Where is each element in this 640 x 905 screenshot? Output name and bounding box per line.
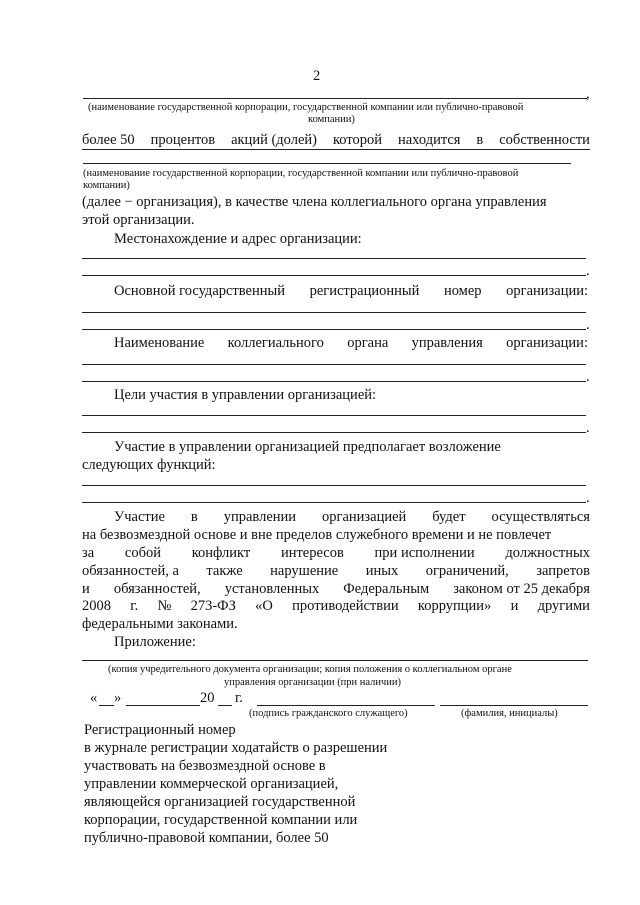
reg-line-3: участвовать на безвозмездной основе в [84, 758, 326, 774]
date-month-field[interactable] [126, 705, 200, 706]
word: интересов [280, 545, 344, 561]
reg-line-4: управлении коммерческой организацией, [84, 776, 339, 792]
word: осуществляться [491, 509, 590, 525]
reg-line-5: являющейся организацией государственной [84, 794, 356, 810]
word: коллегиального [227, 335, 324, 351]
blank-line-functions-2[interactable] [82, 502, 586, 503]
top-note-line-1: (наименование государственной корпорации, государственной компании или публично-правовой [88, 102, 524, 113]
note2-line-1: (наименование государственной корпорации, государственной компании или публично-правовой [83, 168, 519, 179]
signature-field[interactable] [257, 705, 435, 706]
period: . [586, 317, 590, 333]
period: . [586, 490, 590, 506]
period: . [586, 369, 590, 385]
word: акций (долей) [231, 132, 317, 148]
period: . [586, 420, 590, 436]
functions-line-2: следующих функций: [82, 457, 216, 473]
word: организацией [322, 509, 407, 525]
participation-line-1 [114, 509, 590, 526]
note2-line-2: компании) [83, 180, 130, 191]
blank-line-location-2[interactable] [82, 275, 586, 276]
word: и [510, 598, 519, 614]
blank-line-goals-1[interactable] [82, 415, 586, 416]
word: коррупции» [417, 598, 492, 614]
word: Основной государственный [114, 283, 285, 299]
date-year-prefix: 20 [200, 690, 215, 706]
signature-note: (подпись гражданского служащего) [249, 708, 408, 719]
word: управлении [223, 509, 297, 525]
word: в [476, 132, 484, 148]
word: законом от 25 декабря [453, 581, 590, 597]
ogrn-label [114, 283, 588, 300]
word: должностных [505, 545, 590, 561]
word: «О [255, 598, 273, 614]
attachment-label: Приложение: [114, 634, 196, 650]
word: нарушение [270, 563, 339, 579]
word: находится [397, 132, 461, 148]
word: 2008 [82, 598, 111, 614]
period: . [586, 263, 590, 279]
para1-line-2: этой организации. [82, 212, 195, 228]
word: регистрационный [309, 283, 420, 299]
blank-line-goals-2[interactable] [82, 432, 586, 433]
word: также [206, 563, 243, 579]
word: и [82, 581, 90, 597]
blank-line-location-1[interactable] [82, 258, 586, 259]
blank-line-corporation-top[interactable] [83, 98, 587, 99]
blank-line-ogrn-1[interactable] [82, 312, 586, 313]
reg-line-6: корпорации, государственной компании или [84, 812, 358, 828]
word: Участие [114, 509, 165, 525]
word: иных [365, 563, 399, 579]
participation-line-4 [82, 563, 590, 580]
functions-line-1: Участие в управлении организацией предполагает возложение [114, 439, 501, 455]
word: обязанностей, [113, 581, 201, 597]
word: 273-ФЗ [190, 598, 236, 614]
reg-line-7: публично-правовой компании, более 50 [84, 830, 329, 846]
blank-line-corporation-2[interactable] [83, 163, 571, 164]
para1-line-1: (далее − организация), в качестве члена коллегиального органа управления [82, 194, 547, 210]
word: при исполнении [374, 545, 475, 561]
word: № [157, 598, 172, 614]
word: конфликт [191, 545, 251, 561]
word: г. [130, 598, 139, 614]
top-note-line-2: компании) [308, 114, 355, 125]
word: номер [443, 283, 482, 299]
word: организации: [506, 283, 588, 299]
date-year-field[interactable] [218, 705, 232, 706]
location-label: Местонахождение и адрес организации: [114, 231, 362, 247]
blank-line-attachment[interactable] [82, 660, 588, 661]
attach-note-line-2: управления организации (при наличии) [224, 677, 402, 688]
word: более 50 [82, 132, 135, 148]
word: установленных [224, 581, 320, 597]
comma: , [586, 86, 590, 102]
share-line [82, 132, 590, 149]
date-g: г. [235, 690, 243, 706]
goals-label: Цели участия в управлении организацией: [114, 387, 377, 403]
word: будет [432, 509, 466, 525]
blank-line-body-1[interactable] [82, 364, 586, 365]
participation-line-6 [82, 598, 590, 615]
word: ограничений, [425, 563, 509, 579]
word: собственности [499, 132, 590, 148]
word: процентов [150, 132, 216, 148]
name-initials-field[interactable] [440, 705, 588, 706]
word: организации: [506, 335, 588, 351]
date-quote-open: « [90, 690, 98, 706]
participation-line-7: федеральными законами. [82, 616, 238, 632]
word: другими [537, 598, 590, 614]
word: Наименование [114, 335, 205, 351]
reg-line-1: Регистрационный номер [84, 722, 236, 738]
word: за [82, 545, 95, 561]
attach-note-line-1: (копия учредительного документа организации; копия положения о коллегиальном органе [108, 664, 512, 675]
blank-line-functions-1[interactable] [82, 485, 586, 486]
blank-line-body-2[interactable] [82, 381, 586, 382]
name-note: (фамилия, инициалы) [461, 708, 558, 719]
date-quote-close: » [114, 690, 122, 706]
page-number: 2 [313, 68, 321, 84]
participation-line-3 [82, 545, 590, 562]
reg-line-2: в журнале регистрации ходатайств о разрешении [84, 740, 388, 756]
participation-line-2: на безвозмездной основе и вне пределов служебного времени и не повлечет [82, 527, 552, 543]
word: обязанностей, а [82, 563, 179, 579]
word: собой [124, 545, 161, 561]
date-day-field[interactable] [99, 705, 114, 706]
word: которой [332, 132, 382, 148]
body-name-label [114, 335, 588, 352]
word: Федеральным [343, 581, 430, 597]
word: противодействии [292, 598, 399, 614]
underline-share [82, 149, 590, 150]
blank-line-ogrn-2[interactable] [82, 329, 586, 330]
word: запретов [536, 563, 590, 579]
word: управления [411, 335, 483, 351]
word: органа [347, 335, 389, 351]
participation-line-5 [82, 581, 590, 598]
word: в [190, 509, 198, 525]
